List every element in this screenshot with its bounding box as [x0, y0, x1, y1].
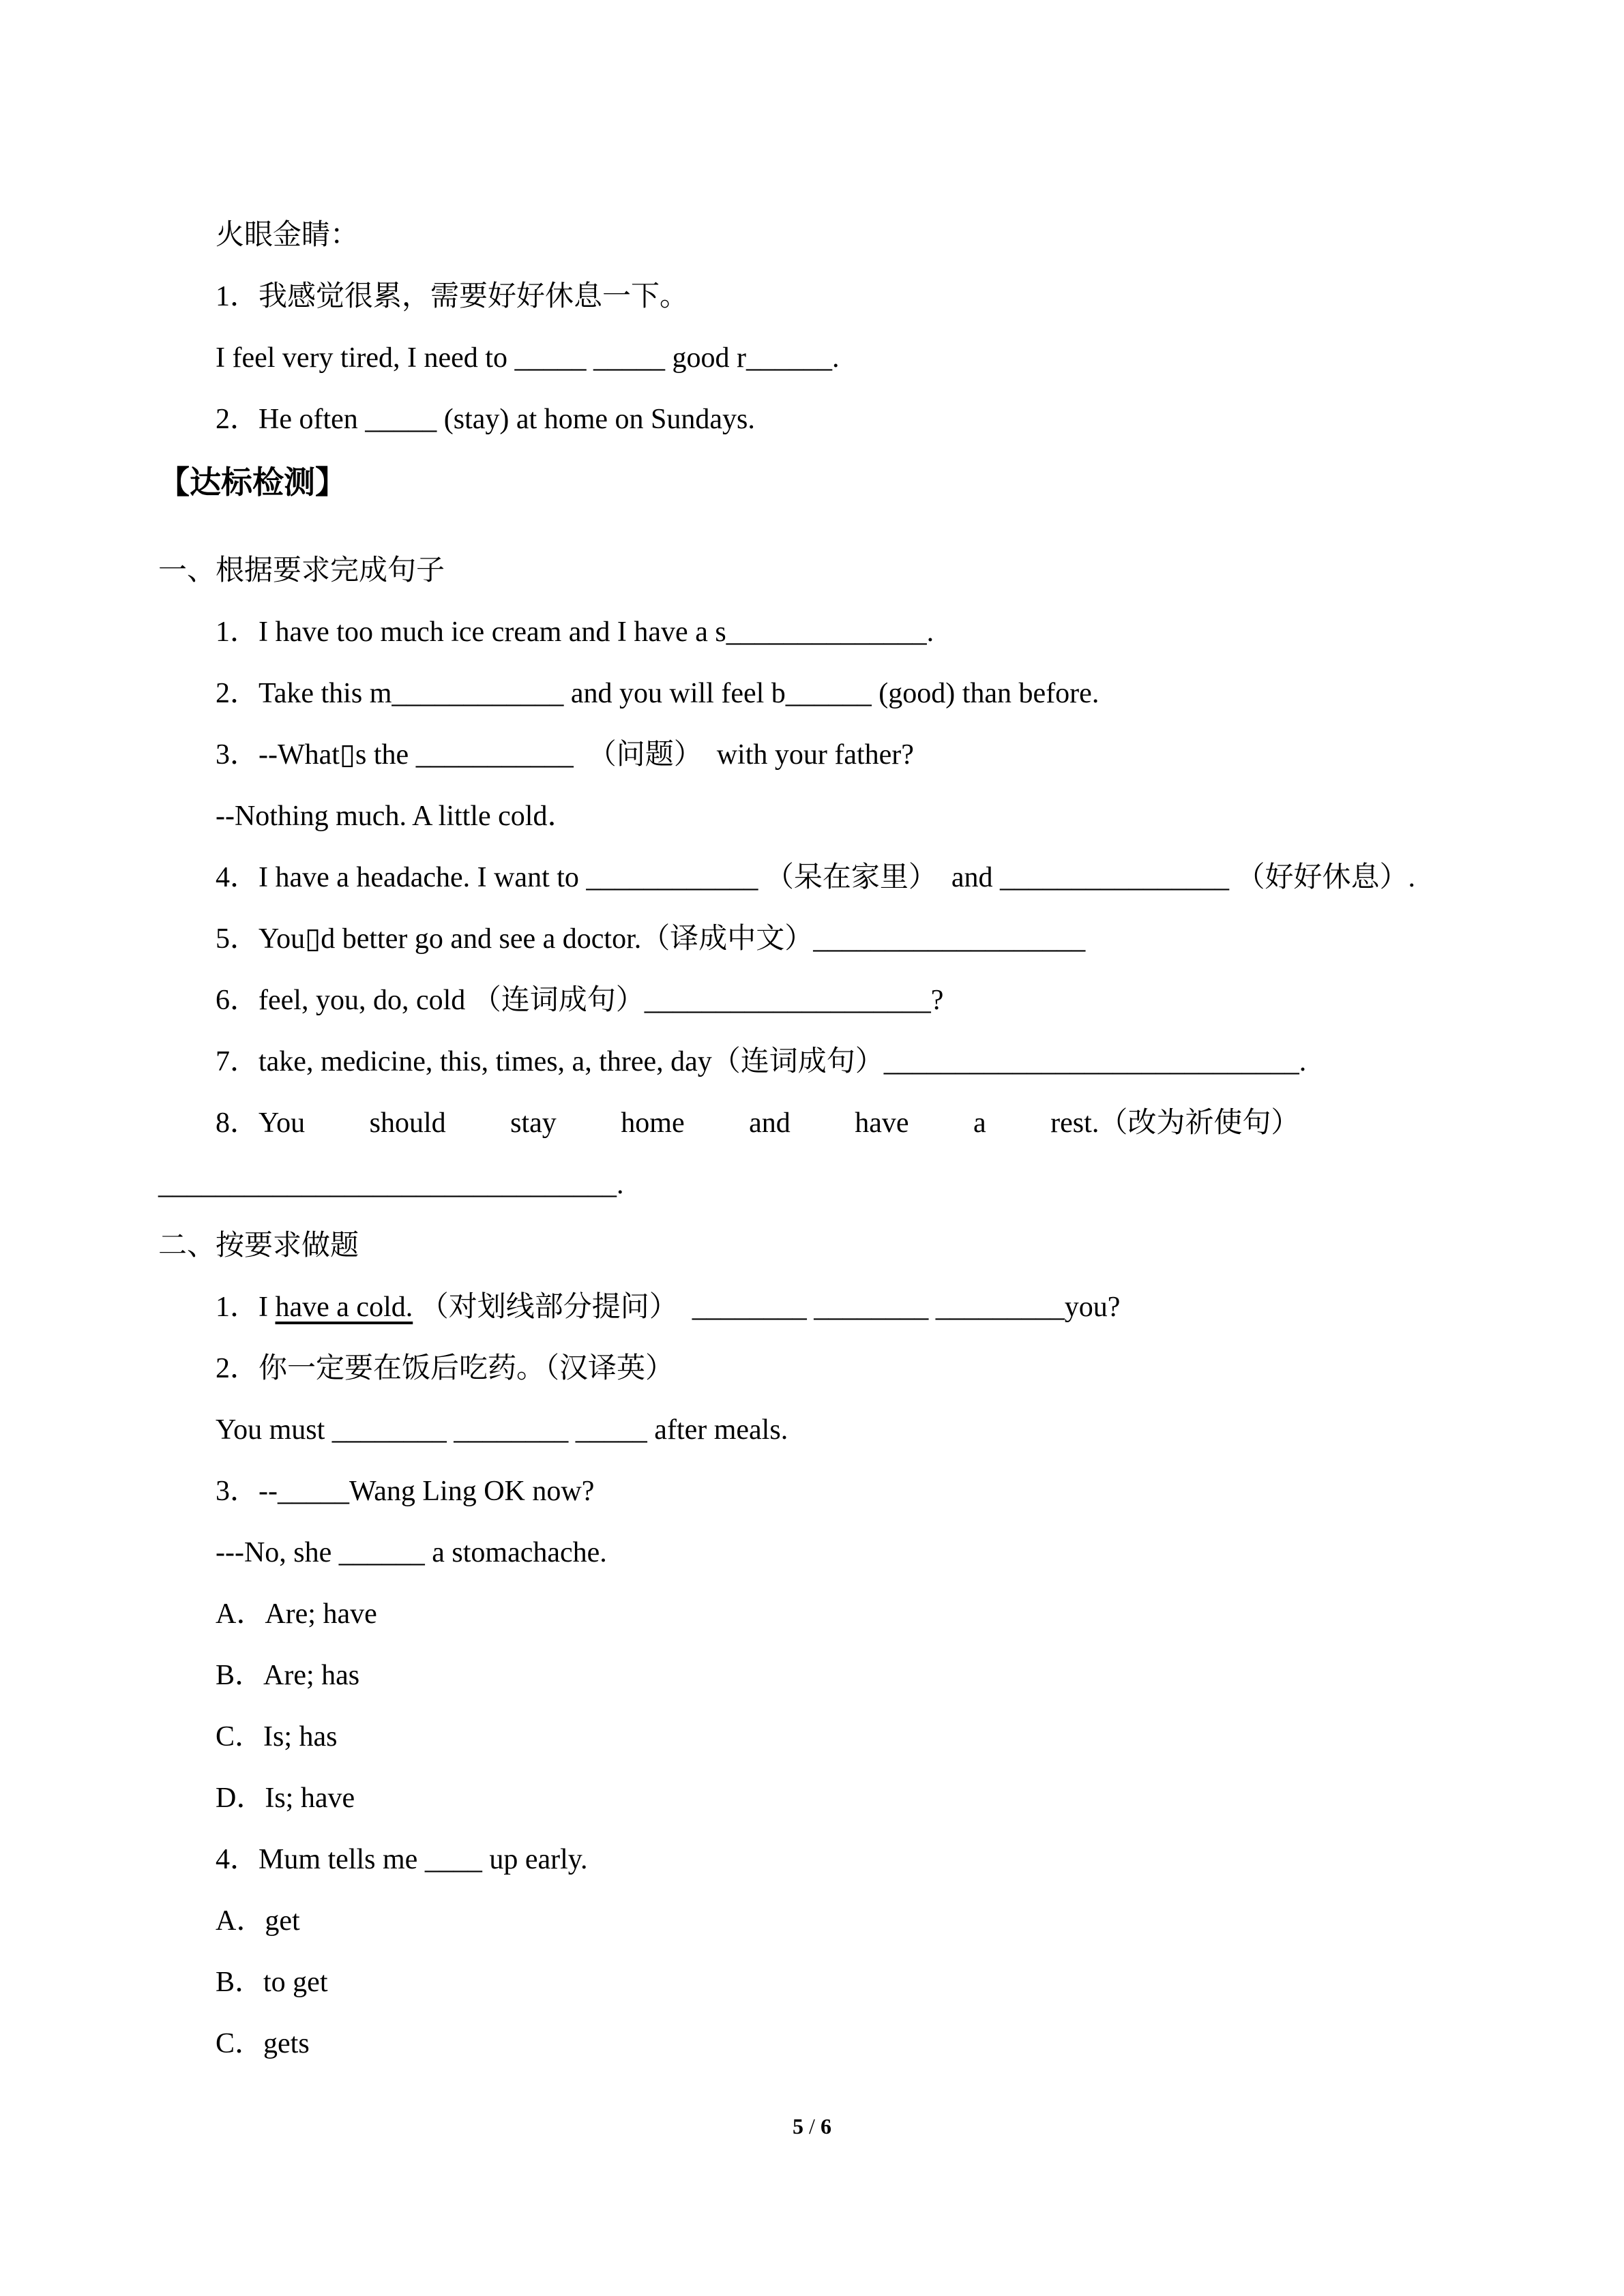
s1-item-7: 7．take, medicine, this, times, a, three, day（连词成句）_____________________________.	[216, 1046, 1307, 1077]
s1-item-8: 8．You should stay home and have a rest.（改为祈使句）	[216, 1107, 1300, 1139]
warmup-item-1-english: I feel very tired, I need to _____ _____ good r______.	[216, 342, 840, 374]
s1-item-6: 6．feel, you, do, cold （连词成句）____________________?	[216, 985, 944, 1016]
s1-item-1: 1．I have too much ice cream and I have a s______________.	[216, 616, 934, 648]
s2-item-3-option-c: C．Is; has	[216, 1721, 338, 1753]
page-number-separator: /	[803, 2114, 821, 2138]
s2-item-1-prefix: 1．I	[216, 1292, 276, 1323]
warmup-item-2: 2．He often _____ (stay) at home on Sundays.	[216, 404, 755, 435]
s2-item-4-option-a: A．get	[216, 1905, 300, 1937]
warmup-item-1-chinese: 1．我感觉很累，需要好好休息一下。	[216, 281, 689, 312]
s2-item-3-option-a: A．Are; have	[216, 1598, 377, 1630]
page-total-number: 6	[820, 2114, 831, 2138]
s2-item-2: 2．你一定要在饭后吃药。（汉译英）	[216, 1353, 675, 1384]
s1-item-3: 3．--What▯s the ___________ （问题） with your father?	[216, 739, 914, 771]
s2-item-1	[158, 1277, 1467, 1338]
s2-item-3-option-b: B．Are; has	[216, 1660, 360, 1691]
s2-item-4-option-b: B．to get	[216, 1967, 328, 1998]
s2-item-3-reply: ---No, she ______ a stomachache.	[216, 1537, 607, 1568]
s2-item-1-suffix: （对划线部分提问） ________ ________ _________you?	[413, 1292, 1121, 1323]
s1-item-2: 2．Take this m____________ and you will feel b______ (good) than before.	[216, 678, 1099, 709]
page-footer	[0, 2113, 1624, 2140]
s2-item-2-answer: You must ________ ________ _____ after meals.	[216, 1414, 788, 1446]
s2-item-3: 3．--_____Wang Ling OK now?	[216, 1476, 595, 1507]
s1-item-8-answer-blank: ________________________________.	[158, 1169, 624, 1200]
s2-item-3-option-d: D．Is; have	[216, 1783, 355, 1814]
s2-item-4-option-c: C．gets	[216, 2028, 310, 2059]
section-2-title: 二、按要求做题	[158, 1230, 359, 1262]
warmup-title: 火眼金睛：	[216, 220, 359, 251]
s2-item-4: 4．Mum tells me ____ up early.	[216, 1844, 588, 1875]
s1-item-4: 4．I have a headache. I want to ____________ （呆在家里） and ________________ （好好休息）.	[216, 862, 1416, 893]
s2-item-1-underlined-phrase: have a cold.	[275, 1292, 413, 1323]
page-current-number: 5	[793, 2114, 804, 2138]
section-1-title: 一、根据要求完成句子	[158, 555, 445, 586]
assessment-heading: 【达标检测】	[158, 465, 346, 500]
s1-item-3-reply: --Nothing much. A little cold．	[216, 801, 576, 832]
s1-item-5: 5．You▯d better go and see a doctor.（译成中文）___________________	[216, 923, 1086, 955]
